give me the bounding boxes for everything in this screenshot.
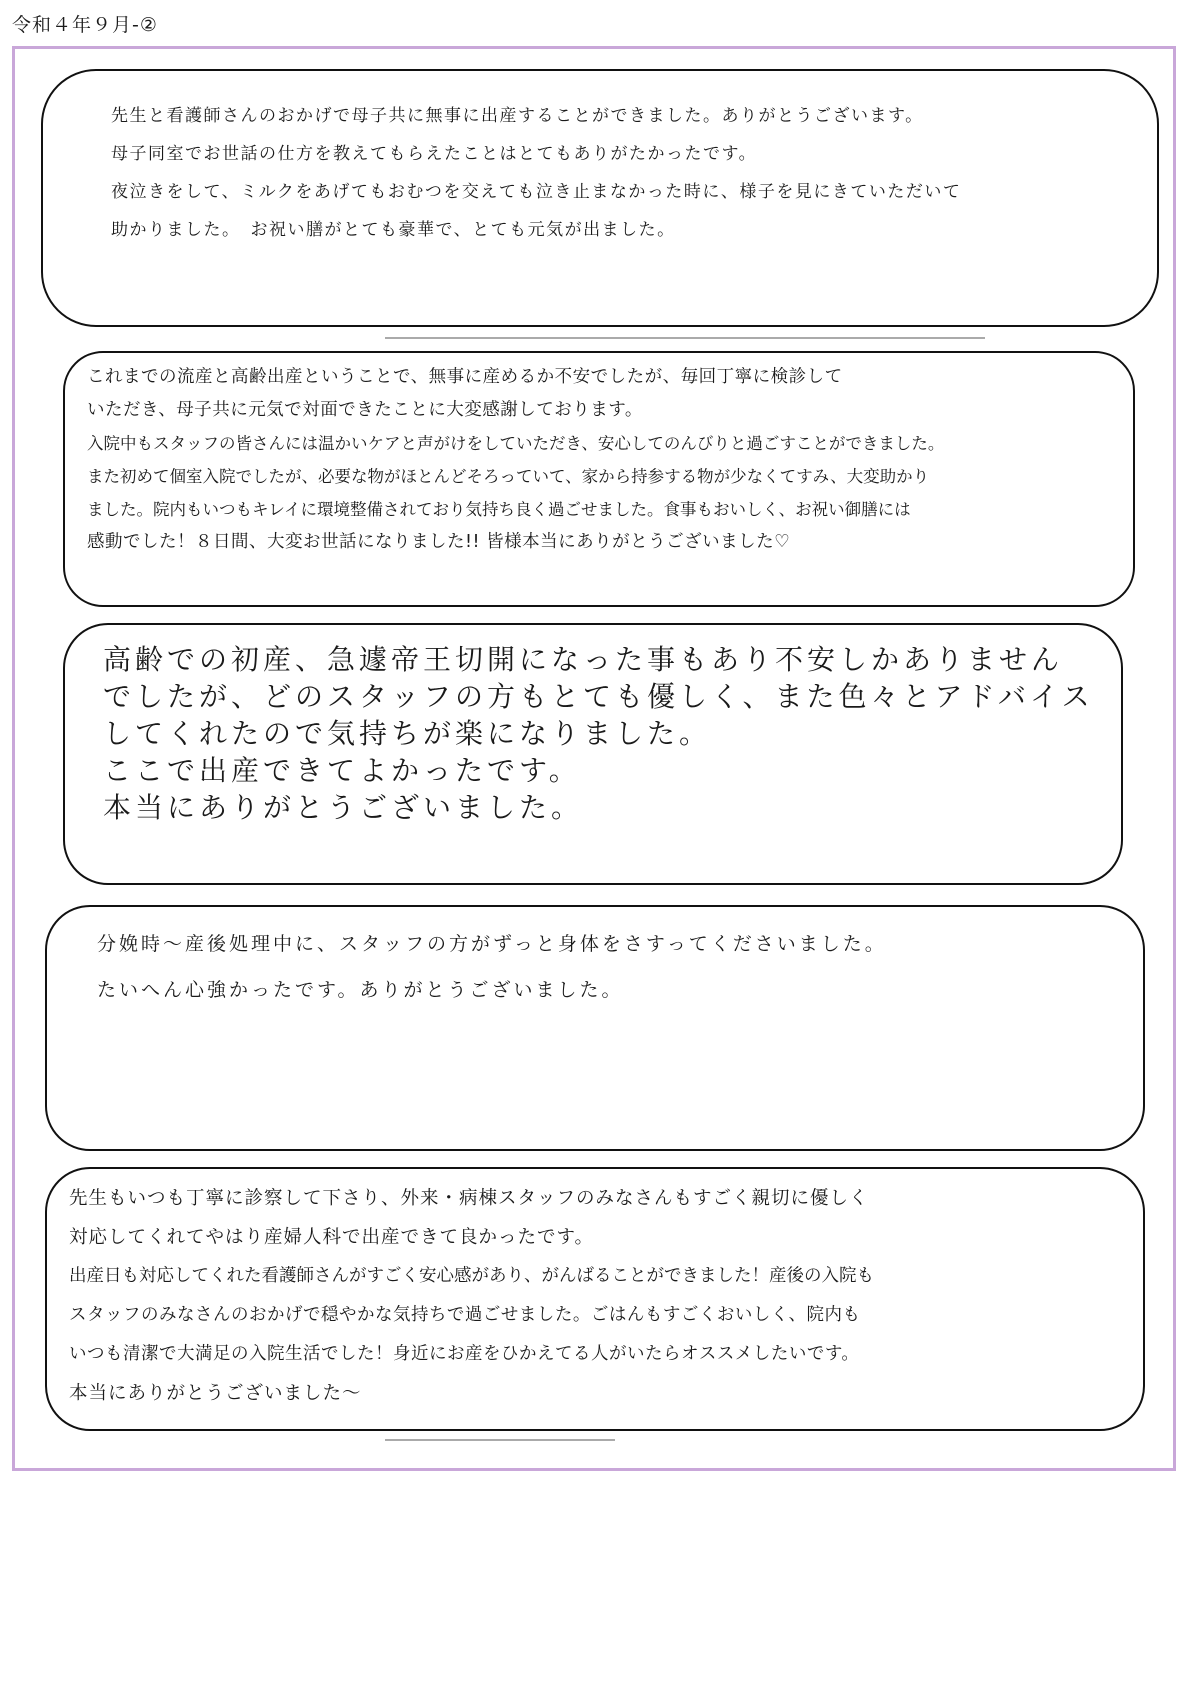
comment-line: また初めて個室入院でしたが、必要な物がほとんどそろっていて、家から持参する物が少なくてすみ、大変助かり — [87, 467, 930, 486]
comment-line: でしたが、どのスタッフの方もとても優しく、また色々とアドバイス — [103, 680, 1094, 713]
comment-line: いつも清潔で大満足の入院生活でした！身近にお産をひかえてる人がいたらオススメしたいです。 — [69, 1344, 860, 1364]
comment-line: 出産日も対応してくれた看護師さんがすごく安心感があり、がんばることができました！産後の入院も — [69, 1266, 874, 1286]
comment-line: いただき、母子共に元気で対面できたことに大変感謝しております。 — [87, 400, 643, 420]
comment-line: ました。院内もいつもキレイに環境整備されており気持ち良く過ごせました。食事もおいしく、お祝い御膳には — [87, 500, 911, 519]
comment-line: スタッフのみなさんのおかげで穏やかな気持ちで過ごせました。ごはんもすごくおいしく、院内も — [69, 1305, 861, 1325]
comment-line: ここで出産できてよかったです。 — [103, 754, 581, 787]
comment-line: 本当にありがとうございました。 — [103, 791, 584, 824]
comment-line: 助かりました。 お祝い膳がとても豪華で、とても元気が出ました。 — [111, 220, 676, 240]
comment-card-2 — [63, 351, 1135, 607]
comment-card-5 — [45, 1167, 1145, 1431]
scan-artifact — [385, 1439, 615, 1441]
document-frame — [12, 46, 1176, 1471]
scan-artifact — [385, 337, 985, 339]
comment-line: たいへん心強かったです。ありがとうございました。 — [97, 979, 624, 1001]
comment-line: これまでの流産と高齢出産ということで、無事に産めるか不安でしたが、毎回丁寧に検診して — [87, 367, 843, 387]
comment-line: 感動でした！８日間、大変お世話になりました!! 皆様本当にありがとうございました♡ — [87, 532, 791, 552]
comment-line: してくれたので気持ちが楽になりました。 — [103, 717, 712, 750]
page-title: 令和４年９月-② — [12, 14, 158, 36]
comment-line: 先生と看護師さんのおかげで母子共に無事に出産することができました。ありがとうございます。 — [111, 106, 924, 126]
comment-line: 対応してくれてやはり産婦人科で出産できて良かったです。 — [69, 1227, 595, 1248]
comment-line: 分娩時～産後処理中に、スタッフの方がずっと身体をさすってくださいました。 — [97, 933, 887, 955]
comment-line: 母子同室でお世話の仕方を教えてもらえたことはとてもありがたかったです。 — [111, 144, 758, 164]
comment-line: 先生もいつも丁寧に診察して下さり、外来・病棟スタッフのみなさんもすごく親切に優しく — [69, 1188, 869, 1209]
comment-card-3 — [63, 623, 1123, 885]
comment-card-4 — [45, 905, 1145, 1151]
comment-card-1 — [41, 69, 1159, 327]
comment-line: 夜泣きをして、ミルクをあげてもおむつを交えても泣き止まなかった時に、様子を見にきていただいて — [111, 182, 962, 202]
comment-line: 入院中もスタッフの皆さんには温かいケアと声がけをしていただき、安心してのんびりと過ごすことができました。 — [87, 434, 945, 453]
comment-line: 本当にありがとうございました～ — [69, 1383, 362, 1404]
comment-line: 高齢での初産、急遽帝王切開になった事もあり不安しかありません — [103, 643, 1064, 676]
